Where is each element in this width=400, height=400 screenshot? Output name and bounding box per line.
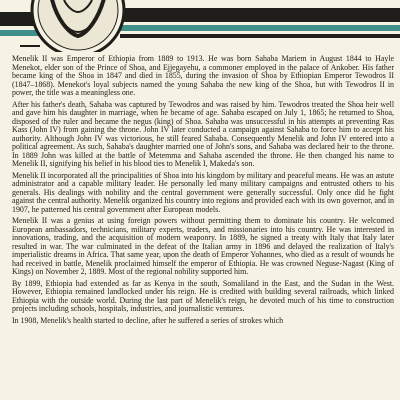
paragraph: Menelik II incorporated all the principalities of Shoa into his kingdom by military and peaceful means. He was an astute administrator and a capable military leader. He personally led many military campaigns and entrusted others to his generals. His dealings with nobility and the central government were generally successful. Only once did he fight against the central authority. Menelik organized his country into regions and provided each with its own governor, and in 1907, he patterned his central government after European models. bbox=[12, 170, 394, 214]
header-banner bbox=[0, 0, 400, 52]
paragraph: In 1908, Menelik's health started to decline, after he suffered a series of strokes which bbox=[12, 315, 284, 325]
article-body bbox=[12, 55, 394, 328]
paragraph: After his father's death, Sahaba was captured by Tewodros and was raised by him. Tewodros treated the Shoa heir well and gave him his daughter in marriage, when he became of age. Sahaba escaped on July 1, 1865; he returned to Shoa, disposed of the ruler and became the negus (king) of Shoa. Sahaba was unsuccessful in his attempts at preventing Ras Kass (John IV) from gaining the throne. John IV later conducted a campaign against Sahaba to force him to accept his authority. Although John IV was victorious, he still feared Sahaba. Consequently Menelik and John IV entered into a political agreement. As such, Sahaba's daughter married one of John's sons, and Sahaba was declared heir to the throne. In 1889 John was killed at the battle of Metemma and Sahaba ascended the throne. He then changed his name to Menelik II, signifying his belief in his blood ties to Menelik I, Makeda's son. bbox=[12, 99, 394, 168]
paragraph: Menelik II was Emperor of Ethiopia from 1889 to 1913. He was born Sahaba Mariem in August 1844 to Hayle Menekot, elder son of the Prince of Shoa, and Ejjegayehu, a commoner employed in the palace of Ankober. His father became king of the Shoa in 1847 and died in 1855, during the invasion of Shoa by Ethiopian Emperor Tewodros II (1847–1868). Menekot's loyal subjects named the young Sahaba the new king of the Shoa, but with Tewodros II in power, the title was a meaningless one. bbox=[12, 54, 394, 97]
paragraph: By 1899, Ethiopia had extended as far as Kenya in the south, Somaliland in the East, and the Sudan in the West. However, Ethiopia remained landlocked under his reign. He is credited with building several railroads, which linked Ethiopia with the outside world. During the last part of Menelik's reign, he devoted much of his time to construction projects including schools, hospitals, industries, and journalistic ventures. bbox=[12, 278, 394, 313]
decorative-header-art bbox=[0, 0, 400, 52]
paragraph: Menelik II was a genius at using foreign powers without permitting them to dominate his country. He welcomed European ambassadors, technicians, military experts, traders, and missionaries into his country. He was interested in innovations, trading, and the acquisition of modern weaponry. In 1889, he signed a treaty with Italy that Italy later resulted in war. The war culminated in the defeat of the Italian army in 1896 and delayed the realization of Italy's imperialistic dreams in Africa. That same year, upon the death of Emperor Yohannes, who died as a result of wounds he had received in battle, Menelik proclaimed himself the emperor of Ethiopia. He was crowned Neguse-Nagast (King of Kings) on November 2, 1889. Most of the regional nobility supported him. bbox=[12, 216, 394, 276]
portrait-medallion-icon bbox=[32, 0, 124, 52]
